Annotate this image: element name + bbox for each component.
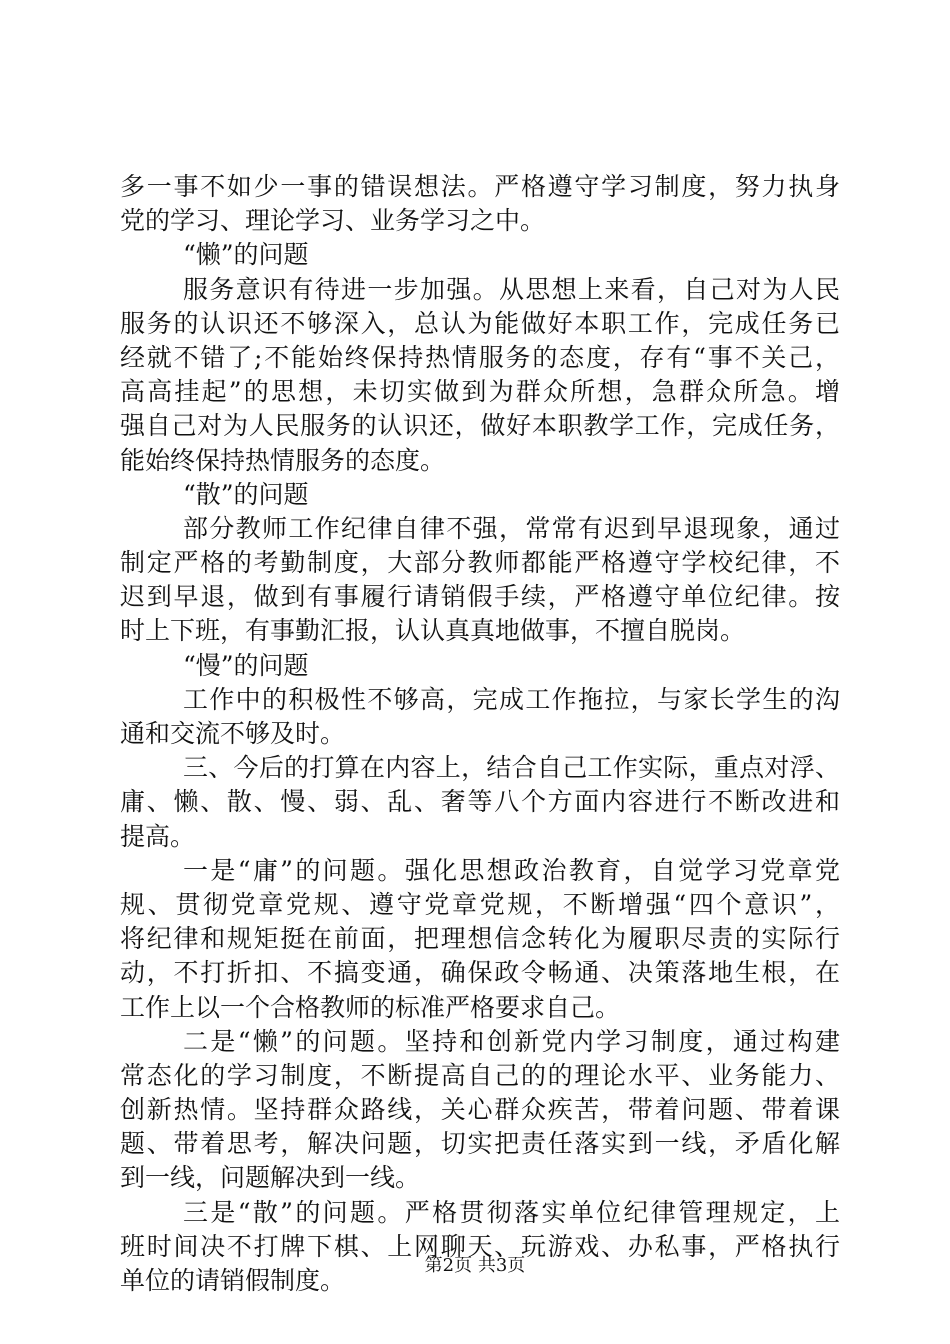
text-line: 工作上以一个合格教师的标准严格要求自己。 bbox=[120, 992, 621, 1022]
text-line: 庸、懒、散、慢、弱、乱、奢等八个方面内容进行不断改进和 bbox=[120, 787, 840, 817]
paragraph bbox=[120, 170, 840, 238]
text-line: 服务的认识还不够深入，总认为能做好本职工作，完成任务已 bbox=[120, 308, 840, 338]
text-line: 将纪律和规矩挺在前面，把理想信念转化为履职尽责的实际行 bbox=[120, 924, 840, 954]
text-line: 经就不错了;不能始终保持热情服务的态度，存有“事不关己， bbox=[120, 342, 840, 372]
text-line: 强自己对为人民服务的认识还，做好本职教学工作，完成任务， bbox=[120, 411, 840, 441]
paragraph bbox=[120, 512, 840, 649]
text-line: 动，不打折扣、不搞变通，确保政令畅通、决策落地生根，在 bbox=[120, 958, 840, 988]
text-line: 创新热情。坚持群众路线，关心群众疾苦，带着问题、带着课 bbox=[120, 1095, 840, 1125]
text-line: “懒”的问题 bbox=[183, 240, 309, 270]
text-line: 到一线，问题解决到一线。 bbox=[120, 1163, 421, 1193]
paragraph bbox=[120, 751, 840, 854]
paragraph bbox=[120, 273, 840, 478]
text-line: 服务意识有待进一步加强。从思想上来看，自己对为人民 bbox=[183, 274, 840, 304]
paragraph bbox=[120, 649, 840, 683]
text-line: 单位的请销假制度。 bbox=[120, 1266, 346, 1295]
text-line: 提高。 bbox=[120, 821, 196, 851]
text-line: 党的学习、理论学习、业务学习之中。 bbox=[120, 206, 546, 236]
text-line: 多一事不如少一事的错误想法。严格遵守学习制度，努力执身 bbox=[120, 172, 840, 201]
paragraph bbox=[120, 238, 840, 272]
text-line: 时上下班，有事勤汇报，认认真真地做事，不擅自脱岗。 bbox=[120, 616, 746, 646]
paragraph bbox=[120, 854, 840, 1025]
text-line: 制定严格的考勤制度，大部分教师都能严格遵守学校纪律，不 bbox=[120, 548, 840, 578]
text-line: “散”的问题 bbox=[183, 479, 309, 509]
paragraph bbox=[120, 478, 840, 512]
document-body bbox=[120, 170, 840, 1298]
text-line: 三、今后的打算在内容上，结合自己工作实际，重点对浮、 bbox=[183, 753, 840, 783]
text-line: 部分教师工作纪律自律不强，常常有迟到早退现象，通过 bbox=[183, 513, 840, 543]
text-line: 迟到早退，做到有事履行请销假手续，严格遵守单位纪律。按 bbox=[120, 582, 840, 612]
paragraph bbox=[120, 683, 840, 751]
paragraph bbox=[120, 1025, 840, 1196]
text-line: 题、带着思考，解决问题，切实把责任落实到一线，矛盾化解 bbox=[120, 1129, 840, 1159]
text-line: 常态化的学习制度，不断提高自己的的理论水平、业务能力、 bbox=[120, 1060, 840, 1090]
text-line: 工作中的积极性不够高，完成工作拖拉，与家长学生的沟 bbox=[183, 684, 840, 714]
text-line: 通和交流不够及时。 bbox=[120, 719, 346, 748]
text-line: 高高挂起”的思想，未切实做到为群众所想，急群众所急。增 bbox=[120, 377, 840, 407]
text-line: 三是“散”的问题。严格贯彻落实单位纪律管理规定，上 bbox=[183, 1197, 840, 1227]
text-line: 二是“懒”的问题。坚持和创新党内学习制度，通过构建 bbox=[183, 1026, 840, 1056]
text-line: 一是“庸”的问题。强化思想政治教育，自觉学习党章党 bbox=[183, 855, 840, 885]
text-line: 规、贯彻党章党规、遵守党章党规，不断增强“四个意识”， bbox=[120, 889, 840, 919]
text-line: “慢”的问题 bbox=[183, 650, 309, 680]
paragraph bbox=[120, 1196, 840, 1299]
page-footer: 第2页 共3页 bbox=[424, 1255, 526, 1276]
text-line: 班时间决不打牌下棋、上网聊天、玩游戏、办私事，严格执行 bbox=[120, 1231, 840, 1261]
text-line: 能始终保持热情服务的态度。 bbox=[120, 445, 446, 475]
